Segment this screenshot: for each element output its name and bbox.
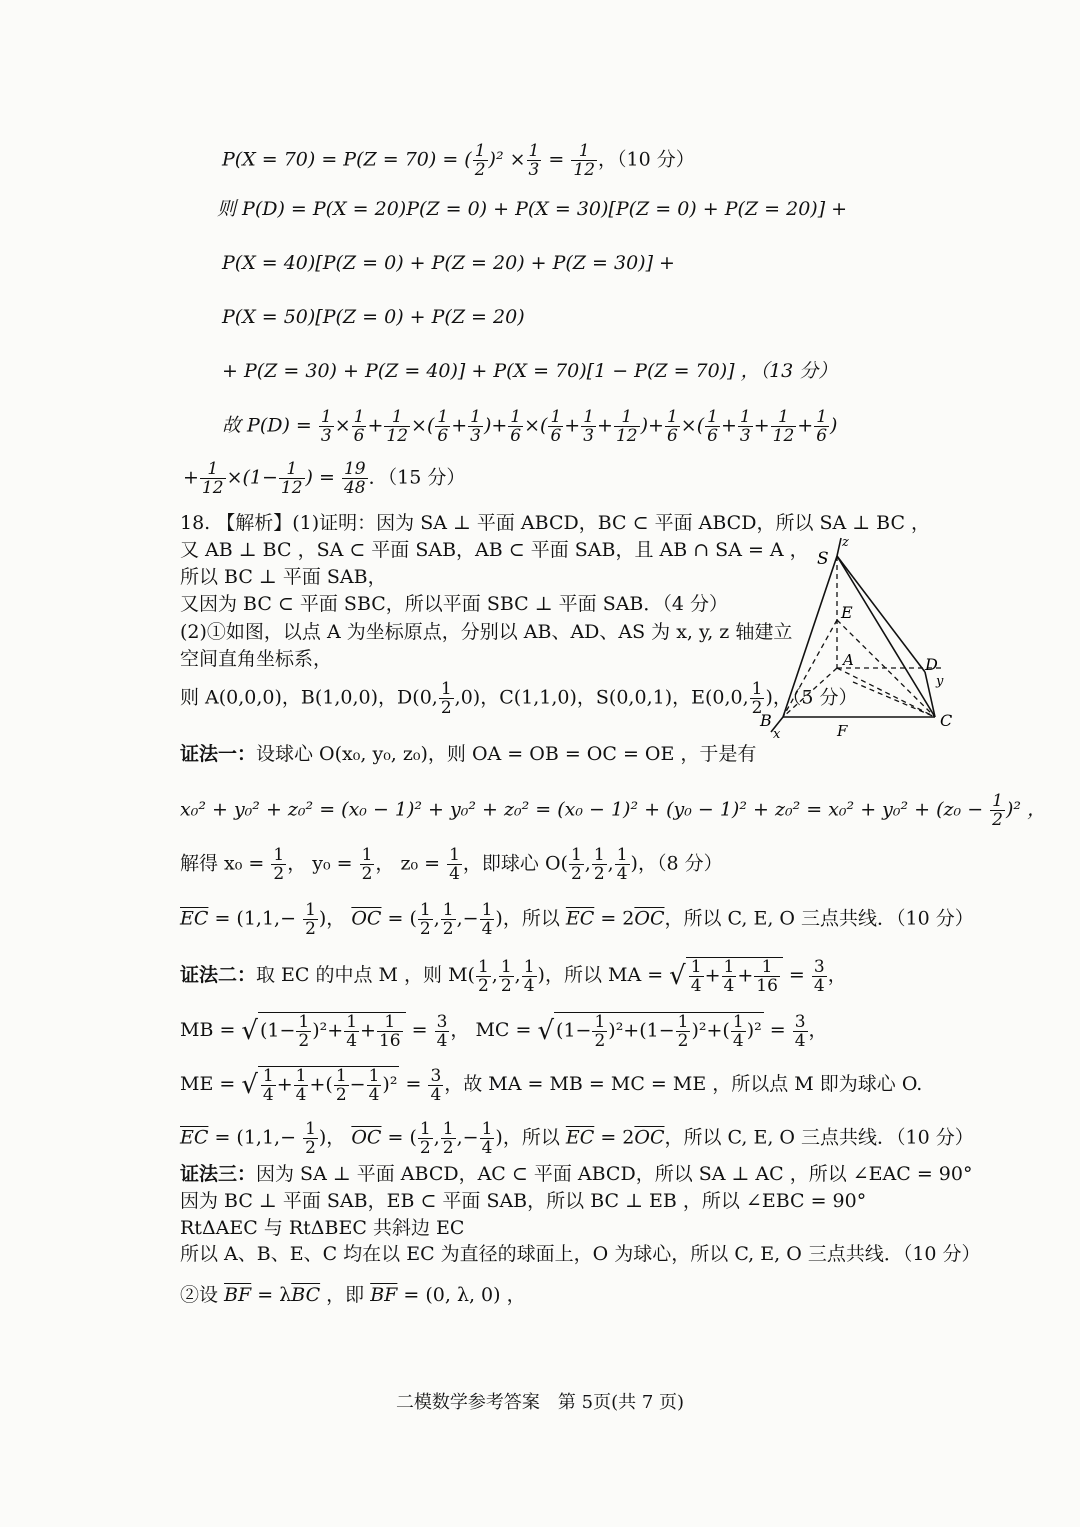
- q18-line-6: 空间直角坐标系，: [180, 648, 333, 670]
- label-A: A: [843, 651, 854, 669]
- pyramid-figure: [755, 532, 960, 747]
- equation-line-5: + P(Z = 30) + P(Z = 40)] + P(X = 70)[1 − P(Z = 70)] ，（13 分）: [222, 360, 838, 382]
- method2-line-3: ME = √ $\frac{1}{4}$ + $\frac{1}{4}$ +( $\frac{1}{2}$ − $\frac{1}{4}$ )² = $\frac{3}{4}$ ，故 MA = MB = MC = ME ，所以点 M 即为球心 O.: [180, 1065, 923, 1105]
- method1-line-3: 解得 x₀ = $\frac{1}{2}$ ， y₀ = $\frac{1}{2}$ ， z₀ = $\frac{1}{4}$ ，即球心 O( $\frac{1}{2}$ , $\frac{1}{2}$ , $\frac{1}{4}$ )，（8 分）: [180, 845, 723, 884]
- equation-line-4: P(X = 50)[P(Z = 0) + P(Z = 20): [222, 306, 525, 328]
- q18-line-4: 又因为 BC ⊂ 平面 SBC，所以平面 SBC ⊥ 平面 SAB．（4 分）: [180, 593, 729, 615]
- method3-line-4: 所以 A、B、E、C 均在以 EC 为直径的球面上，O 为球心，所以 C, E, O 三点共线．（10 分）: [180, 1243, 981, 1265]
- page-footer: 二模数学参考答案 第 5页(共 7 页): [395, 1392, 685, 1413]
- part2-line: ②设 $\overline{BF} = \lambda\overline{BC}$ ，即 $\overline{BF} = (0$, λ, 0) ，: [180, 1284, 526, 1306]
- label-C: C: [940, 711, 953, 730]
- q18-line-5: (2)①如图，以点 A 为坐标原点，分别以 AB、AD、AS 为 x, y, z 轴建立: [180, 621, 793, 643]
- label-x: x: [773, 727, 781, 742]
- q18-line-2: 又 AB ⊥ BC ，SA ⊂ 平面 SAB，AB ⊂ 平面 SAB，且 AB ∩ SA = A ，: [180, 539, 809, 561]
- method1-line-2: x₀² + y₀² + z₀² = (x₀ − 1)² + y₀² + z₀² = (x₀ − 1)² + (y₀ − 1)² + z₀² = x₀² + y₀² + (z₀ − $\frac{1}{2}$ )² ，: [180, 791, 1047, 830]
- equation-line-6: 故 P(D) = $\frac{1}{3}$ × $\frac{1}{6}$ + $\frac{1}{12}$ ×( $\frac{1}{6}$ + $\frac{1}{3}$ )+ $\frac{1}{6}$ ×( $\frac{1}{6}$ + $\frac{1}{3}$ + $\frac{1}{12}$ )+ $\frac{1}{6}$ ×( $\frac{1}{6}$ + $\frac{1}{3}$ + $\frac{1}{12}$ + $\frac{1}{6}$ ): [222, 407, 838, 446]
- label-B: B: [760, 711, 772, 730]
- label-E: E: [841, 603, 853, 622]
- equation-line-1: P(X = 70) = P(Z = 70) = ( $\frac{1}{2}$ )² × $\frac{1}{3}$ = $\frac{1}{12}$ ，（10 分）: [222, 141, 695, 180]
- method3-line-3: RtΔAEC 与 RtΔBEC 共斜边 EC: [180, 1217, 465, 1239]
- q18-line-1: 18. 【解析】(1)证明：因为 SA ⊥ 平面 ABCD，BC ⊂ 平面 ABCD，所以 SA ⊥ BC ，: [180, 512, 931, 534]
- method1-line-4: $\overline{EC} = (1,1,-$ $\frac{1}{2}$ )， $\overline{OC}$ = ( $\frac{1}{2}$ , $\frac{1}{2}$ ,− $\frac{1}{4}$ )，所以 $\overline{EC} = 2\overline{OC}$，所以 C, E, O 三点共线．（10 分）: [180, 900, 974, 939]
- q18-line-3: 所以 BC ⊥ 平面 SAB，: [180, 566, 387, 588]
- method3-line-2: 因为 BC ⊥ 平面 SAB，EB ⊂ 平面 SAB，所以 BC ⊥ EB ，所以 ∠EBC = 90°: [180, 1190, 867, 1212]
- method3-line-1: 证法三：因为 SA ⊥ 平面 ABCD，AC ⊂ 平面 ABCD，所以 SA ⊥ AC ，所以 ∠EAC = 90°: [180, 1163, 973, 1185]
- q18-line-7: 则 A(0,0,0)，B(1,0,0)，D(0, $\frac{1}{2}$ ,0)，C(1,1,0)，S(0,0,1)，E(0,0, $\frac{1}{2}$ )，（5 分）: [180, 679, 858, 718]
- label-S: S: [817, 549, 829, 569]
- equation-line-3: P(X = 40)[P(Z = 0) + P(Z = 20) + P(Z = 30)] +: [222, 252, 675, 274]
- equation-line-2: 则 P(D) = P(X = 20)P(Z = 0) + P(X = 30)[P(Z = 0) + P(Z = 20)] +: [217, 198, 848, 220]
- label-z: z: [842, 535, 849, 550]
- method2-line-2: MB = √ (1− $\frac{1}{2}$ )²+ $\frac{1}{4}$ + $\frac{1}{16}$ = $\frac{3}{4}$ ， MC = √ (1− $\frac{1}{2}$ )²+(1− $\frac{1}{2}$ )²+( $\frac{1}{4}$ )² = $\frac{3}{4}$ ，: [180, 1011, 828, 1051]
- label-y: y: [936, 674, 944, 689]
- equation-line-7: + $\frac{1}{12}$ ×(1− $\frac{1}{12}$ ) = $\frac{19}{48}$ ．（15 分）: [183, 459, 466, 498]
- label-D: D: [925, 655, 938, 674]
- label-F: F: [837, 722, 848, 740]
- method2-line-1: 证法二：取 EC 的中点 M ，则 M( $\frac{1}{2}$ , $\frac{1}{2}$ , $\frac{1}{4}$ )，所以 MA = √ $\frac{1}{4}$ + $\frac{1}{4}$ + $\frac{1}{16}$ = $\frac{3}{4}$ ，: [180, 956, 847, 996]
- method2-line-4: $\overline{EC} = (1,1,-$ $\frac{1}{2}$ )， $\overline{OC}$ = ( $\frac{1}{2}$ , $\frac{1}{2}$ ,− $\frac{1}{4}$ )，所以 $\overline{EC} = 2\overline{OC}$，所以 C, E, O 三点共线．（10 分）: [180, 1119, 974, 1158]
- method1-line-1: 证法一：设球心 O(x₀, y₀, z₀)，则 OA = OB = OC = OE ，于是有: [180, 743, 757, 765]
